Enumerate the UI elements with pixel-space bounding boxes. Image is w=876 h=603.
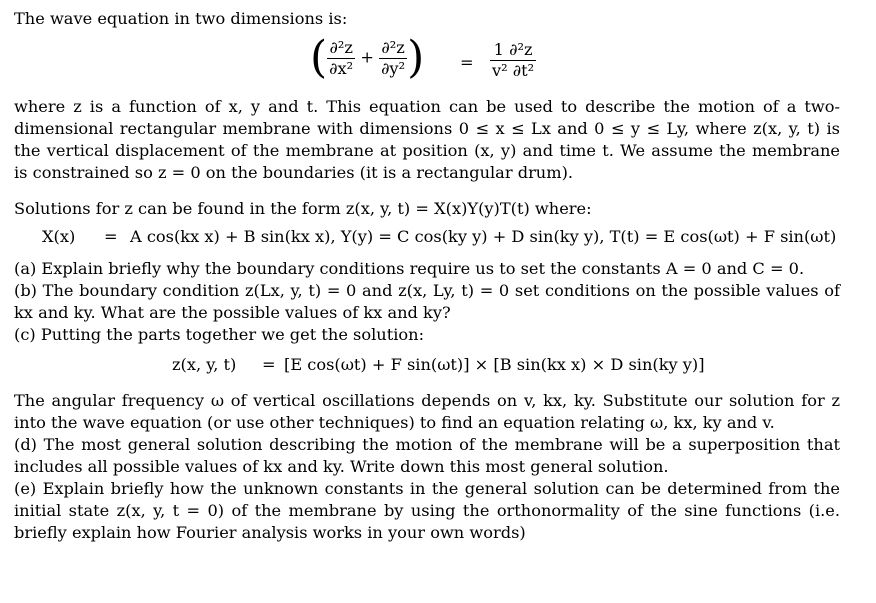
solution-equation: z(x, y, t) = [E cos(ωt) + F sin(ωt)] × [B sin(kx x) × D sin(ky y)] — [172, 355, 705, 374]
angular-frequency-paragraph: The angular frequency ω of vertical oscillations depends on v, kx, ky. Substitute our solution for z into the wave equation (or use other techniques) to find an equation relating ω, kx, ky and v. — [14, 391, 840, 432]
part-c: (c) Putting the parts together we get the solution: — [14, 325, 425, 344]
part-b: (b) The boundary condition z(Lx, y, t) = 0 and z(x, Ly, t) = 0 set conditions on the possible values of kx and ky. What are the possible values of kx and ky? — [14, 281, 840, 322]
separated-solutions-equation: X(x) = A cos(kx x) + B sin(kx x), Y(y) = C cos(ky y) + D sin(ky y), T(t) = E cos(ωt) + F sin(ωt) — [42, 227, 837, 246]
part-a: (a) Explain briefly why the boundary conditions require us to set the constants A = 0 and C = 0. — [14, 259, 805, 278]
problem-sheet — [14, 8, 840, 544]
d2z-dy2-fraction: $\frac{\text{∂²z}}{\text{∂y²}}$ — [381, 37, 406, 78]
equals-sign: = — [460, 53, 474, 72]
part-e: (e) Explain briefly how the unknown constants in the general solution can be determined from the initial state z(x, y, t = 0) of the membrane by using the orthonormality of the sine functions (i.e. briefly explain how Fourier analysis works in your own words) — [14, 479, 840, 542]
d2z-dx2-fraction: $\frac{\text{∂²z}}{\text{∂x²}}$ — [329, 37, 354, 78]
where-paragraph: where z is a function of x, y and t. This equation can be used to describe the motion of a two-dimensional rectangular membrane with dimensions 0 ≤ x ≤ Lx and 0 ≤ y ≤ Ly, where z(x, y, t) is the vertical displacement of the membrane at position (x, y) and time t. We assume the membrane is constrained so z = 0 on the boundaries (it is a rectangular drum). — [14, 97, 840, 182]
plus-sign: + — [360, 47, 374, 67]
part-d: (d) The most general solution describing the motion of the membrane will be a superposition that includes all possible values of kx and ky. Write down this most general solution. — [14, 435, 840, 476]
solutions-text: Solutions for z can be found in the form z(x, y, t) = X(x)Y(y)T(t) where: — [14, 199, 592, 218]
rhs-fraction: $\frac{\text{1 ∂²z}}{\text{v² ∂t²}}$ — [492, 40, 535, 80]
intro-text: The wave equation in two dimensions is: — [14, 9, 348, 28]
wave-equation: ( $\frac{\text{∂²z}}{\text{∂x²}}$ + $\frac{\text{∂²z}}{\text{∂y²}}$ ) = $\frac{\text{1 ∂²z}}{\text{v² ∂t²}}$ — [310, 32, 535, 83]
